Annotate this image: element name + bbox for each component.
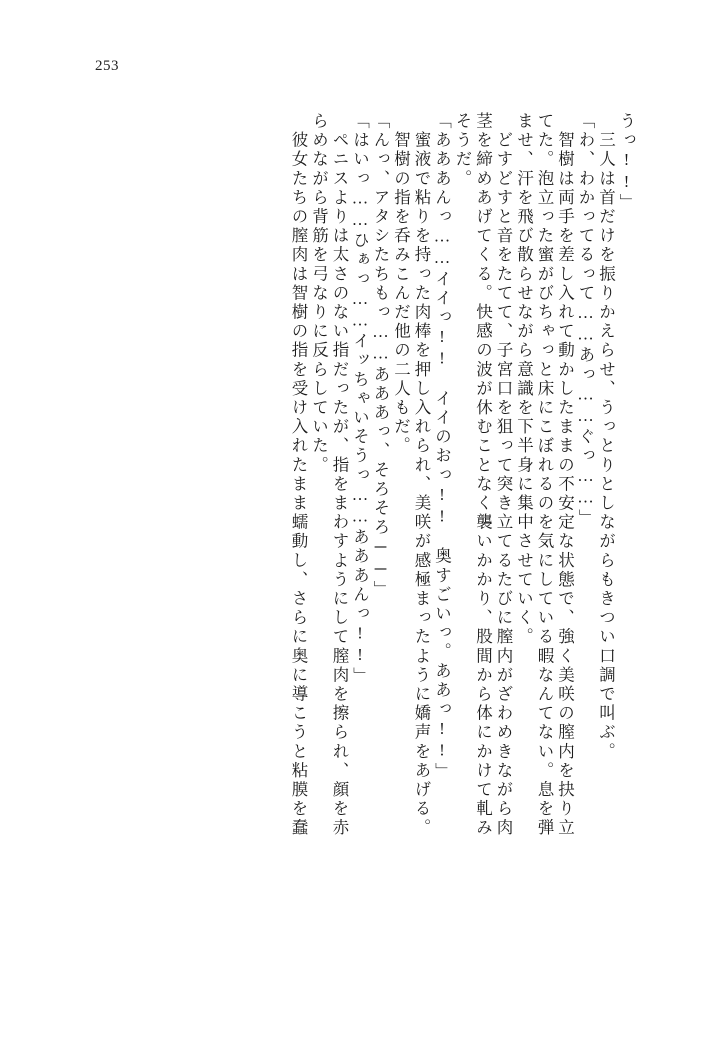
- text-line: 三人は首だけを振りかえらせ、うっとりとしながらもきつい口調で叫ぶ。: [596, 112, 616, 762]
- page-body-text: [74, 112, 634, 992]
- text-line: 蜜液で粘りを持った肉棒を押し入れられ、美咲が感極まったように嬌声をあげる。: [412, 112, 431, 838]
- text-line: 「はいっ……ひぁっ……イッちゃいそうっ……あああんっ!!」: [350, 112, 370, 686]
- text-line: ませ、汗を飛び散らせながら意識を下半身に集中させていく。: [514, 112, 534, 647]
- text-line: 「あああんっ……イイっ!! イイのおっ!! 奥すごいっ。ああっ!!」: [432, 112, 452, 782]
- text-line: 「んっ、アタシたちもっ……あああっ、そろそろ──」: [371, 112, 390, 600]
- text-line: 智樹は両手を差し入れて動かしたままの不安定な状態で、強く美咲の膣内を抉り立: [555, 112, 575, 838]
- text-line: そうだ。: [453, 112, 472, 189]
- text-line: てた。泡立った蜜がびちゃっと床にこぼれるのを気にしている暇なんてない。息を弾: [535, 112, 554, 838]
- text-line: 「わ、わかってるって……あっ……ぐっ……」: [576, 112, 595, 529]
- text-line: らめながら背筋を弓なりに反らしていた。: [309, 112, 329, 475]
- text-line: 智樹の指を呑みこんだ他の二人もだ。: [391, 112, 411, 456]
- page-number: 253: [95, 58, 119, 74]
- text-line: ペニスよりは太さのない指だったが、指をまわすようにして膣肉を擦られ、顔を赤: [330, 112, 349, 838]
- text-line: どすどすと音をたてて、子宮口を狙って突き立てるたびに膣内がざわめきながら肉: [494, 112, 513, 838]
- text-line: うっ!!」: [617, 112, 636, 213]
- text-line: 彼女たちの膣肉は智樹の指を受け入れたまま蠕動し、さらに奥に導こうと粘膜を蠢: [289, 112, 308, 838]
- text-line: 茎を締めあげてくる。快感の波が休むことなく襲いかかり、股間から体にかけて軋み: [473, 112, 493, 838]
